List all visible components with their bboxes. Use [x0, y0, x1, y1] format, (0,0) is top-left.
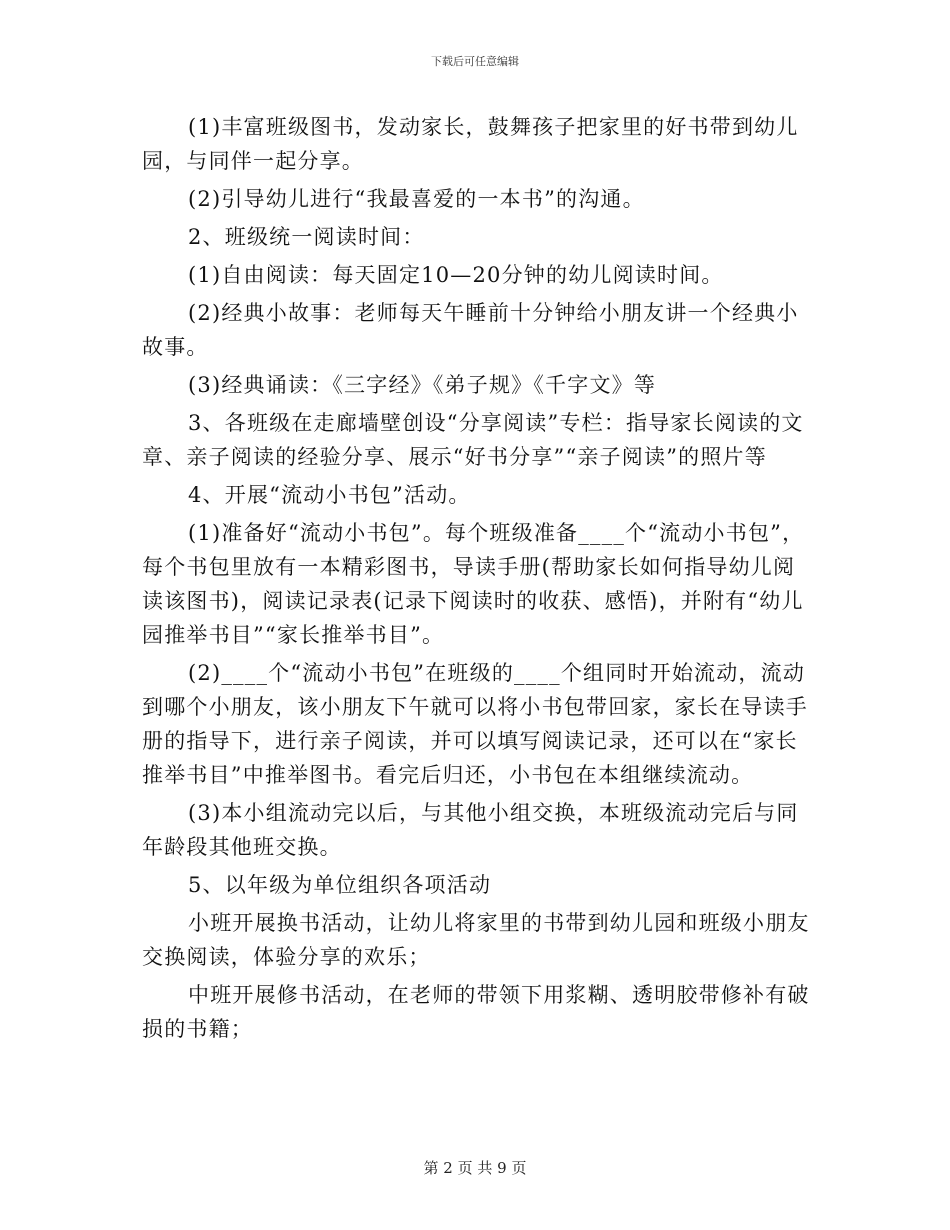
- paragraph-11: (3)本小组流动完以后，与其他小组交换，本班级流动完后与同年龄段其他班交换。: [142, 801, 799, 859]
- paragraph-7: 3、各班级在走廊墙壁创设“分享阅读”专栏：指导家长阅读的文章、亲子阅读的经验分享、展示“好书分享”“亲子阅读”的照片等: [142, 411, 804, 469]
- paragraph-8: 4、开展“流动小书包”活动。: [188, 483, 471, 507]
- page-number: 第 2 页 共 9 页: [423, 1159, 527, 1177]
- paragraph-4: (1)自由阅读：每天固定10—20分钟的幼儿阅读时间。: [188, 263, 724, 287]
- paragraph-3: 2、班级统一阅读时间：: [188, 225, 425, 249]
- paragraph-6: (3)经典诵读：《三字经》《弟子规》《千字文》等: [188, 373, 657, 397]
- paragraph-13: 小班开展换书活动，让幼儿将家里的书带到幼儿园和班级小朋友交换阅读，体验分享的欢乐；: [142, 911, 810, 969]
- header-note: 下载后可任意编辑: [431, 55, 519, 68]
- paragraph-2: (2)引导幼儿进行“我最喜爱的一本书”的沟通。: [188, 187, 645, 211]
- paragraph-12: 5、以年级为单位组织各项活动: [188, 873, 492, 897]
- paragraph-9: (1)准备好“流动小书包”。每个班级准备____个“流动小书包”，每个书包里放有一本精彩图书，导读手册(帮助家长如何指导幼儿阅读该图书)，阅读记录表(记录下阅读时的收获、感悟)，并附有“幼儿园推举书目”“家长推举书目”。: [142, 521, 805, 647]
- paragraph-10: (2)____个“流动小书包”在班级的____个组同时开始流动，流动到哪个小朋友，该小朋友下午就可以将小书包带回家，家长在导读手册的指导下，进行亲子阅读，并可以填写阅读记录，还可以在“家长推举书目”中推举图书。看完后归还，小书包在本组继续流动。: [142, 661, 808, 787]
- paragraph-5: (2)经典小故事：老师每天午睡前十分钟给小朋友讲一个经典小故事。: [142, 301, 799, 359]
- paragraph-14: 中班开展修书活动，在老师的带领下用浆糊、透明胶带修补有破损的书籍；: [142, 983, 810, 1041]
- paragraph-1: (1)丰富班级图书，发动家长，鼓舞孩子把家里的好书带到幼儿园，与同伴一起分享。: [142, 115, 799, 173]
- document-body: [142, 110, 810, 1050]
